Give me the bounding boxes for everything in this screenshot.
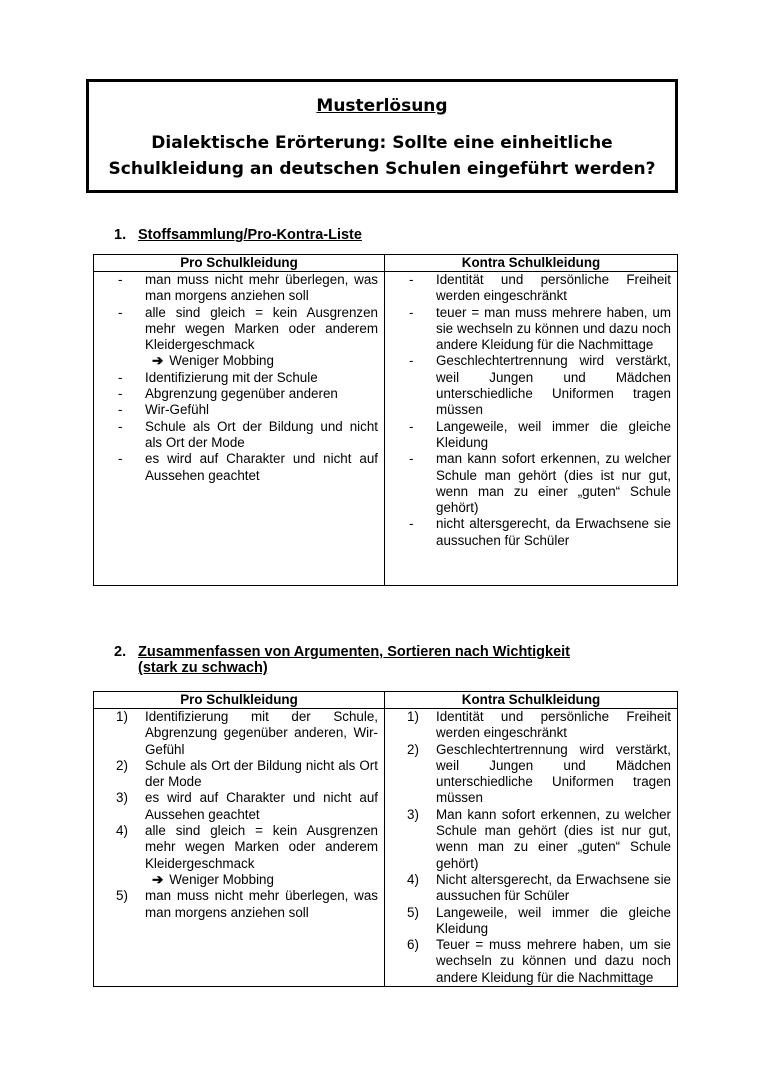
page-title: Musterlösung (316, 96, 448, 116)
sub-point: ➔ Weniger Mobbing (152, 871, 274, 887)
section1-title: Stoffsammlung/Pro-Kontra-Liste (138, 227, 362, 243)
list-item: - man muss nicht mehr überlegen, was man morgens anziehen soll (118, 272, 378, 304)
list-item: - Schule als Ort der Bildung und nicht als Ort der Mode (118, 418, 378, 450)
list-item: - Identität und persönliche Freiheit werden eingeschränkt (409, 272, 671, 304)
pro-header: Pro Schulkleidung (94, 255, 385, 272)
pro-cell (94, 272, 385, 586)
contra-cell (385, 709, 678, 987)
list-item: 4) Nicht altersgerecht, da Erwachsene sie aussuchen für Schüler (407, 871, 671, 904)
right-arrow-icon: ➔ (152, 871, 164, 887)
section2-title-line2: (stark zu schwach) (138, 660, 268, 676)
list-item: 1) Identität und persönliche Freiheit werden eingeschränkt (407, 709, 671, 741)
list-item: 3) es wird auf Charakter und nicht auf Aussehen geachtet (116, 790, 378, 822)
contra-cell (385, 272, 678, 586)
list-item: - es wird auf Charakter und nicht auf Aussehen geachtet (118, 451, 378, 483)
page-subtitle: Dialektische Erörterung: Sollte eine einheitliche Schulkleidung an deutschen Schulen eingeführt werden? (108, 133, 656, 179)
contra-header: Kontra Schulkleidung (385, 692, 678, 709)
list-item: - Langeweile, weil immer die gleiche Kleidung (409, 418, 671, 450)
title-box (86, 79, 678, 193)
list-item: - teuer = man muss mehrere haben, um sie wechseln zu können und dazu noch andere Kleidung für die Nachmittage (409, 304, 671, 353)
sub-point: ➔ Weniger Mobbing (152, 353, 274, 369)
list-item: 2) Schule als Ort der Bildung nicht als Ort der Mode (116, 757, 378, 790)
right-arrow-icon: ➔ (152, 353, 164, 369)
pro-contra-table (93, 254, 678, 586)
list-item: - Identifizierung mit der Schule (118, 369, 318, 385)
list-item: - Geschlechtertrennung wird verstärkt, weil Jungen und Mädchen unterschiedliche Uniformen tragen müssen (409, 353, 671, 418)
list-item: - man kann sofort erkennen, zu welcher Schule man gehört (dies ist nur gut, wenn man zu einer „guten“ Schule gehört) (409, 451, 671, 516)
list-item: 5) Langeweile, weil immer die gleiche Kleidung (407, 904, 671, 936)
section2-number: 2. (114, 644, 127, 660)
contra-header: Kontra Schulkleidung (385, 255, 678, 272)
list-item: 4) alle sind gleich = kein Ausgrenzen mehr wegen Marken oder anderem Kleidergeschmack ➔ Weniger Mobbing (116, 823, 378, 887)
list-item: 1) Identifizierung mit der Schule, Abgrenzung gegenüber anderen, Wir-Gefühl (116, 709, 378, 757)
list-item: 2) Geschlechtertrennung wird verstärkt, weil Jungen und Mädchen unterschiedliche Uniformen tragen müssen (407, 741, 671, 806)
list-item: - alle sind gleich = kein Ausgrenzen mehr wegen Marken oder anderem Kleidergeschmack ➔ Weniger Mobbing (118, 304, 378, 369)
list-item: - Wir-Gefühl (118, 402, 209, 418)
list-item: 3) Man kann sofort erkennen, zu welcher Schule man gehört (dies ist nur gut, wenn man zu einer „guten“ Schule gehört) (407, 806, 671, 871)
list-item: - Abgrenzung gegenüber anderen (118, 386, 338, 402)
section2-heading (114, 644, 570, 676)
list-item: - nicht altersgerecht, da Erwachsene sie aussuchen für Schüler (409, 516, 671, 548)
section1-number: 1. (114, 227, 127, 243)
section1-heading (114, 227, 362, 243)
pro-ranked-list (94, 709, 378, 921)
list-item: 6) Teuer = muss mehrere haben, um sie wechseln zu können und dazu noch andere Kleidung für die Nachmittage (407, 937, 671, 985)
contra-list (385, 272, 671, 549)
section2-title: Zusammenfassen von Argumenten, Sortieren nach Wichtigkeit (138, 644, 571, 660)
contra-ranked-list (385, 709, 671, 986)
pro-header: Pro Schulkleidung (94, 692, 385, 709)
ranked-table (93, 691, 678, 987)
pro-cell (94, 709, 385, 987)
list-item: 5) man muss nicht mehr überlegen, was man morgens anziehen soll (116, 888, 378, 920)
pro-list (94, 272, 378, 484)
